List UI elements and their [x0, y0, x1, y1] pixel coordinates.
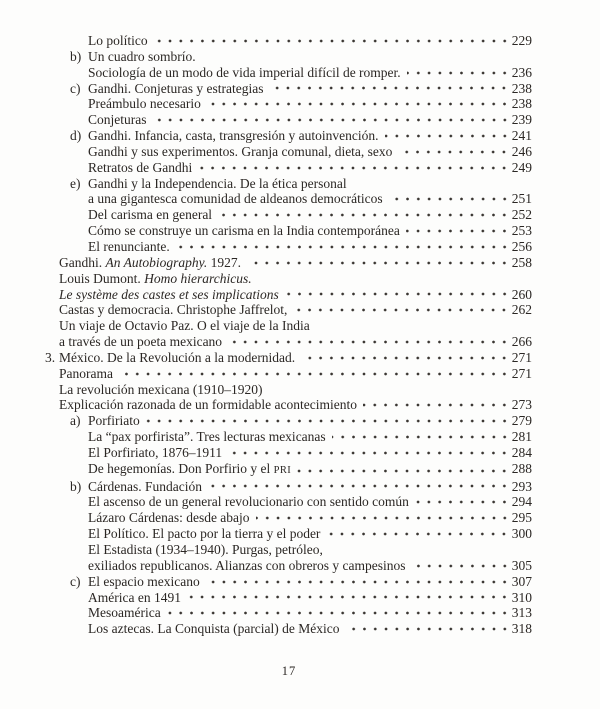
toc-entry-page: 310 — [511, 589, 532, 605]
toc-entry — [45, 542, 532, 558]
toc-entry-marker: a) — [70, 413, 81, 429]
dot-leader — [153, 112, 510, 128]
toc-entry — [45, 334, 532, 350]
toc-entry-page: 307 — [511, 573, 532, 589]
toc-entry — [45, 144, 532, 160]
toc-entry-text: Explicación razonada de un formidable acontecimiento — [59, 397, 357, 413]
toc-entry-text: Sociología de un modo de vida imperial difícil de romper. — [88, 64, 401, 80]
toc-entry-text: Lo político — [88, 33, 148, 48]
toc-entry-text: Castas y democracia. Christophe Jaffrelot, — [59, 302, 288, 318]
toc-entry — [45, 558, 532, 574]
toc-entry-text: El Político. El pacto por la tierra y el poder — [88, 526, 321, 542]
toc-entry — [45, 191, 532, 207]
toc-entry — [45, 621, 532, 637]
dot-leader — [406, 223, 510, 239]
toc-entry-text: Gandhi y sus experimentos. Granja comunal, dieta, sexo — [88, 143, 393, 159]
toc-entry-text: El Estadista (1934–1940). Purgas, petróleo, — [88, 542, 323, 557]
toc-entry-page: 258 — [511, 254, 532, 270]
toc-entry-text: Lázaro Cárdenas: desde abajo — [88, 510, 250, 526]
dot-leader — [415, 494, 510, 510]
toc-entry — [45, 429, 532, 445]
toc-entry-page: 236 — [511, 64, 532, 80]
toc-entry-page: 241 — [511, 128, 532, 144]
toc-entry — [45, 128, 532, 144]
toc-entry-page: 271 — [511, 349, 532, 365]
toc-entry-text: Porfiriato — [88, 413, 140, 429]
toc-entry — [45, 494, 532, 510]
toc-entry — [45, 176, 532, 192]
toc-entry-text: a una gigantesca comunidad de aldeanos democráticos — [88, 191, 383, 207]
dot-leader — [167, 605, 510, 621]
dot-leader — [176, 239, 510, 255]
toc-entry-page: 273 — [511, 397, 532, 413]
toc-entry-text: El Porfiriato, 1876–1911 — [88, 444, 223, 460]
toc-entry-page: 271 — [511, 365, 532, 381]
toc-entry-page: 251 — [511, 191, 532, 207]
toc-entry-text: De hegemonías. Don Porfirio y el PRI — [88, 460, 292, 476]
dot-leader — [146, 413, 510, 429]
toc-entry — [45, 33, 532, 49]
toc-entry-text: Un cuadro sombrío. — [88, 48, 196, 64]
toc-entry — [45, 461, 532, 479]
dot-leader — [206, 574, 510, 590]
toc-entry-text: Louis Dumont. Homo hierarchicus. — [59, 270, 252, 286]
dot-leader — [198, 160, 510, 176]
toc-entry-text: Panorama — [59, 365, 113, 381]
toc-entry-page: 260 — [511, 286, 532, 302]
toc-entry-page: 266 — [511, 334, 532, 350]
dot-leader — [187, 590, 510, 606]
toc-entry-marker: c) — [70, 573, 81, 589]
toc-entry-page: 252 — [511, 207, 532, 223]
dot-leader — [412, 558, 510, 574]
dot-leader — [247, 255, 510, 271]
toc-entry — [45, 287, 532, 303]
toc-entry — [45, 413, 532, 429]
toc-entry-text: Gandhi. Infancia, casta, transgresión y autoinvención. — [88, 128, 379, 144]
toc-entry — [45, 207, 532, 223]
toc-entry-page: 239 — [511, 112, 532, 128]
toc-entry-text: Preámbulo necesario — [88, 96, 201, 112]
toc-entry — [45, 81, 532, 97]
toc-entry-marker: e) — [70, 175, 81, 191]
dot-leader — [154, 33, 510, 49]
toc-entry — [45, 65, 532, 81]
toc-entry — [45, 605, 532, 621]
page-number: 17 — [281, 664, 297, 678]
dot-leader — [285, 287, 510, 303]
toc-entry-text: Gandhi y la Independencia. De la ética personal — [88, 175, 347, 191]
toc-entry — [45, 397, 532, 413]
toc-entry — [45, 160, 532, 176]
dot-leader — [256, 510, 510, 526]
toc-entry-text: Cómo se construye un carisma en la India contemporánea — [88, 223, 400, 239]
toc-entry-page: 281 — [511, 429, 532, 445]
dot-leader — [385, 128, 510, 144]
dot-leader — [228, 334, 510, 350]
toc-entry-page: 294 — [511, 494, 532, 510]
toc-entry-text: América en 1491 — [88, 589, 181, 605]
toc-entry-text: Conjeturas — [88, 112, 147, 128]
toc-entry-text: Gandhi. An Autobiography. 1927. — [59, 254, 242, 270]
toc-entry-page: 305 — [511, 557, 532, 573]
toc-entry-page: 318 — [511, 621, 532, 637]
toc-entry-text: Del carisma en general — [88, 207, 213, 223]
toc-entry-text: La “pax porfirista”. Tres lecturas mexicanas — [88, 429, 326, 445]
dot-leader — [208, 479, 510, 495]
toc-entry-page: 256 — [511, 238, 532, 254]
dot-leader — [398, 144, 509, 160]
toc-entry-marker: 3. — [45, 349, 56, 365]
toc-entry-text: Los aztecas. La Conquista (parcial) de México — [88, 621, 340, 637]
toc-entry — [45, 318, 532, 334]
toc-entry-text: Un viaje de Octavio Paz. O el viaje de la India — [59, 318, 310, 334]
toc-entry — [45, 255, 532, 271]
toc-entry — [45, 49, 532, 65]
toc-entry-text: La revolución mexicana (1910–1920) — [59, 381, 263, 397]
dot-leader — [207, 96, 510, 112]
toc-entry — [45, 350, 532, 366]
dot-leader — [363, 397, 510, 413]
toc-entry-text: Gandhi. Conjeturas y estrategias — [88, 80, 264, 96]
toc-entry-page: 262 — [511, 302, 532, 318]
dot-leader — [218, 207, 510, 223]
toc-entry-marker: b) — [70, 478, 82, 494]
toc-entry-text: El renunciante. — [88, 238, 170, 254]
dot-leader — [297, 461, 510, 479]
toc-entry — [45, 366, 532, 382]
dot-leader — [119, 366, 510, 382]
dot-leader — [332, 429, 510, 445]
toc-entry-page: 229 — [511, 33, 532, 48]
toc-entry-page: 246 — [511, 143, 532, 159]
toc-entry-text: exiliados republicanos. Alianzas con obreros y campesinos — [88, 557, 406, 573]
toc-entry — [45, 239, 532, 255]
toc-entry — [45, 382, 532, 398]
toc-entry-text: Le système des castes et ses implications — [59, 286, 279, 302]
dot-leader — [389, 191, 510, 207]
toc-entry — [45, 510, 532, 526]
toc-entry — [45, 590, 532, 606]
toc-entry-marker: d) — [70, 128, 82, 144]
toc-entry-page: 279 — [511, 413, 532, 429]
toc-entry-page: 288 — [511, 460, 532, 476]
toc-entry — [45, 112, 532, 128]
toc-entry-marker: c) — [70, 80, 81, 96]
dot-leader — [269, 81, 509, 97]
toc-entry — [45, 445, 532, 461]
toc-entry-text: Cárdenas. Fundación — [88, 478, 202, 494]
toc-entry-page: 313 — [511, 605, 532, 621]
toc-entry-page: 300 — [511, 526, 532, 542]
toc-entry-page: 253 — [511, 223, 532, 239]
toc-entry-page: 295 — [511, 510, 532, 526]
dot-leader — [293, 302, 509, 318]
toc-entry-text: Mesoamérica — [88, 605, 161, 621]
toc-entry-page: 284 — [511, 444, 532, 460]
toc-entry-page: 249 — [511, 159, 532, 175]
toc-entry-page: 238 — [511, 80, 532, 96]
toc-entry-page: 293 — [511, 478, 532, 494]
dot-leader — [301, 350, 510, 366]
toc-entry — [45, 574, 532, 590]
toc-entry-text: México. De la Revolución a la modernidad. — [59, 349, 296, 365]
dot-leader — [326, 526, 509, 542]
dot-leader — [407, 65, 510, 81]
toc-entry-text: a través de un poeta mexicano — [59, 334, 223, 350]
toc-entry-text: Retratos de Gandhi — [88, 159, 193, 175]
toc-entry-text: El espacio mexicano — [88, 573, 200, 589]
toc-entry — [45, 96, 532, 112]
toc-entry — [45, 223, 532, 239]
toc-entry — [45, 302, 532, 318]
toc-entry — [45, 271, 532, 287]
toc-entry — [45, 479, 532, 495]
toc-entry — [45, 526, 532, 542]
dot-leader — [346, 621, 510, 637]
toc-entry-page: 238 — [511, 96, 532, 112]
toc-entry-marker: b) — [70, 48, 82, 64]
dot-leader — [228, 445, 510, 461]
toc-entry-text: El ascenso de un general revolucionario con sentido común — [88, 494, 409, 510]
table-of-contents — [45, 33, 532, 637]
